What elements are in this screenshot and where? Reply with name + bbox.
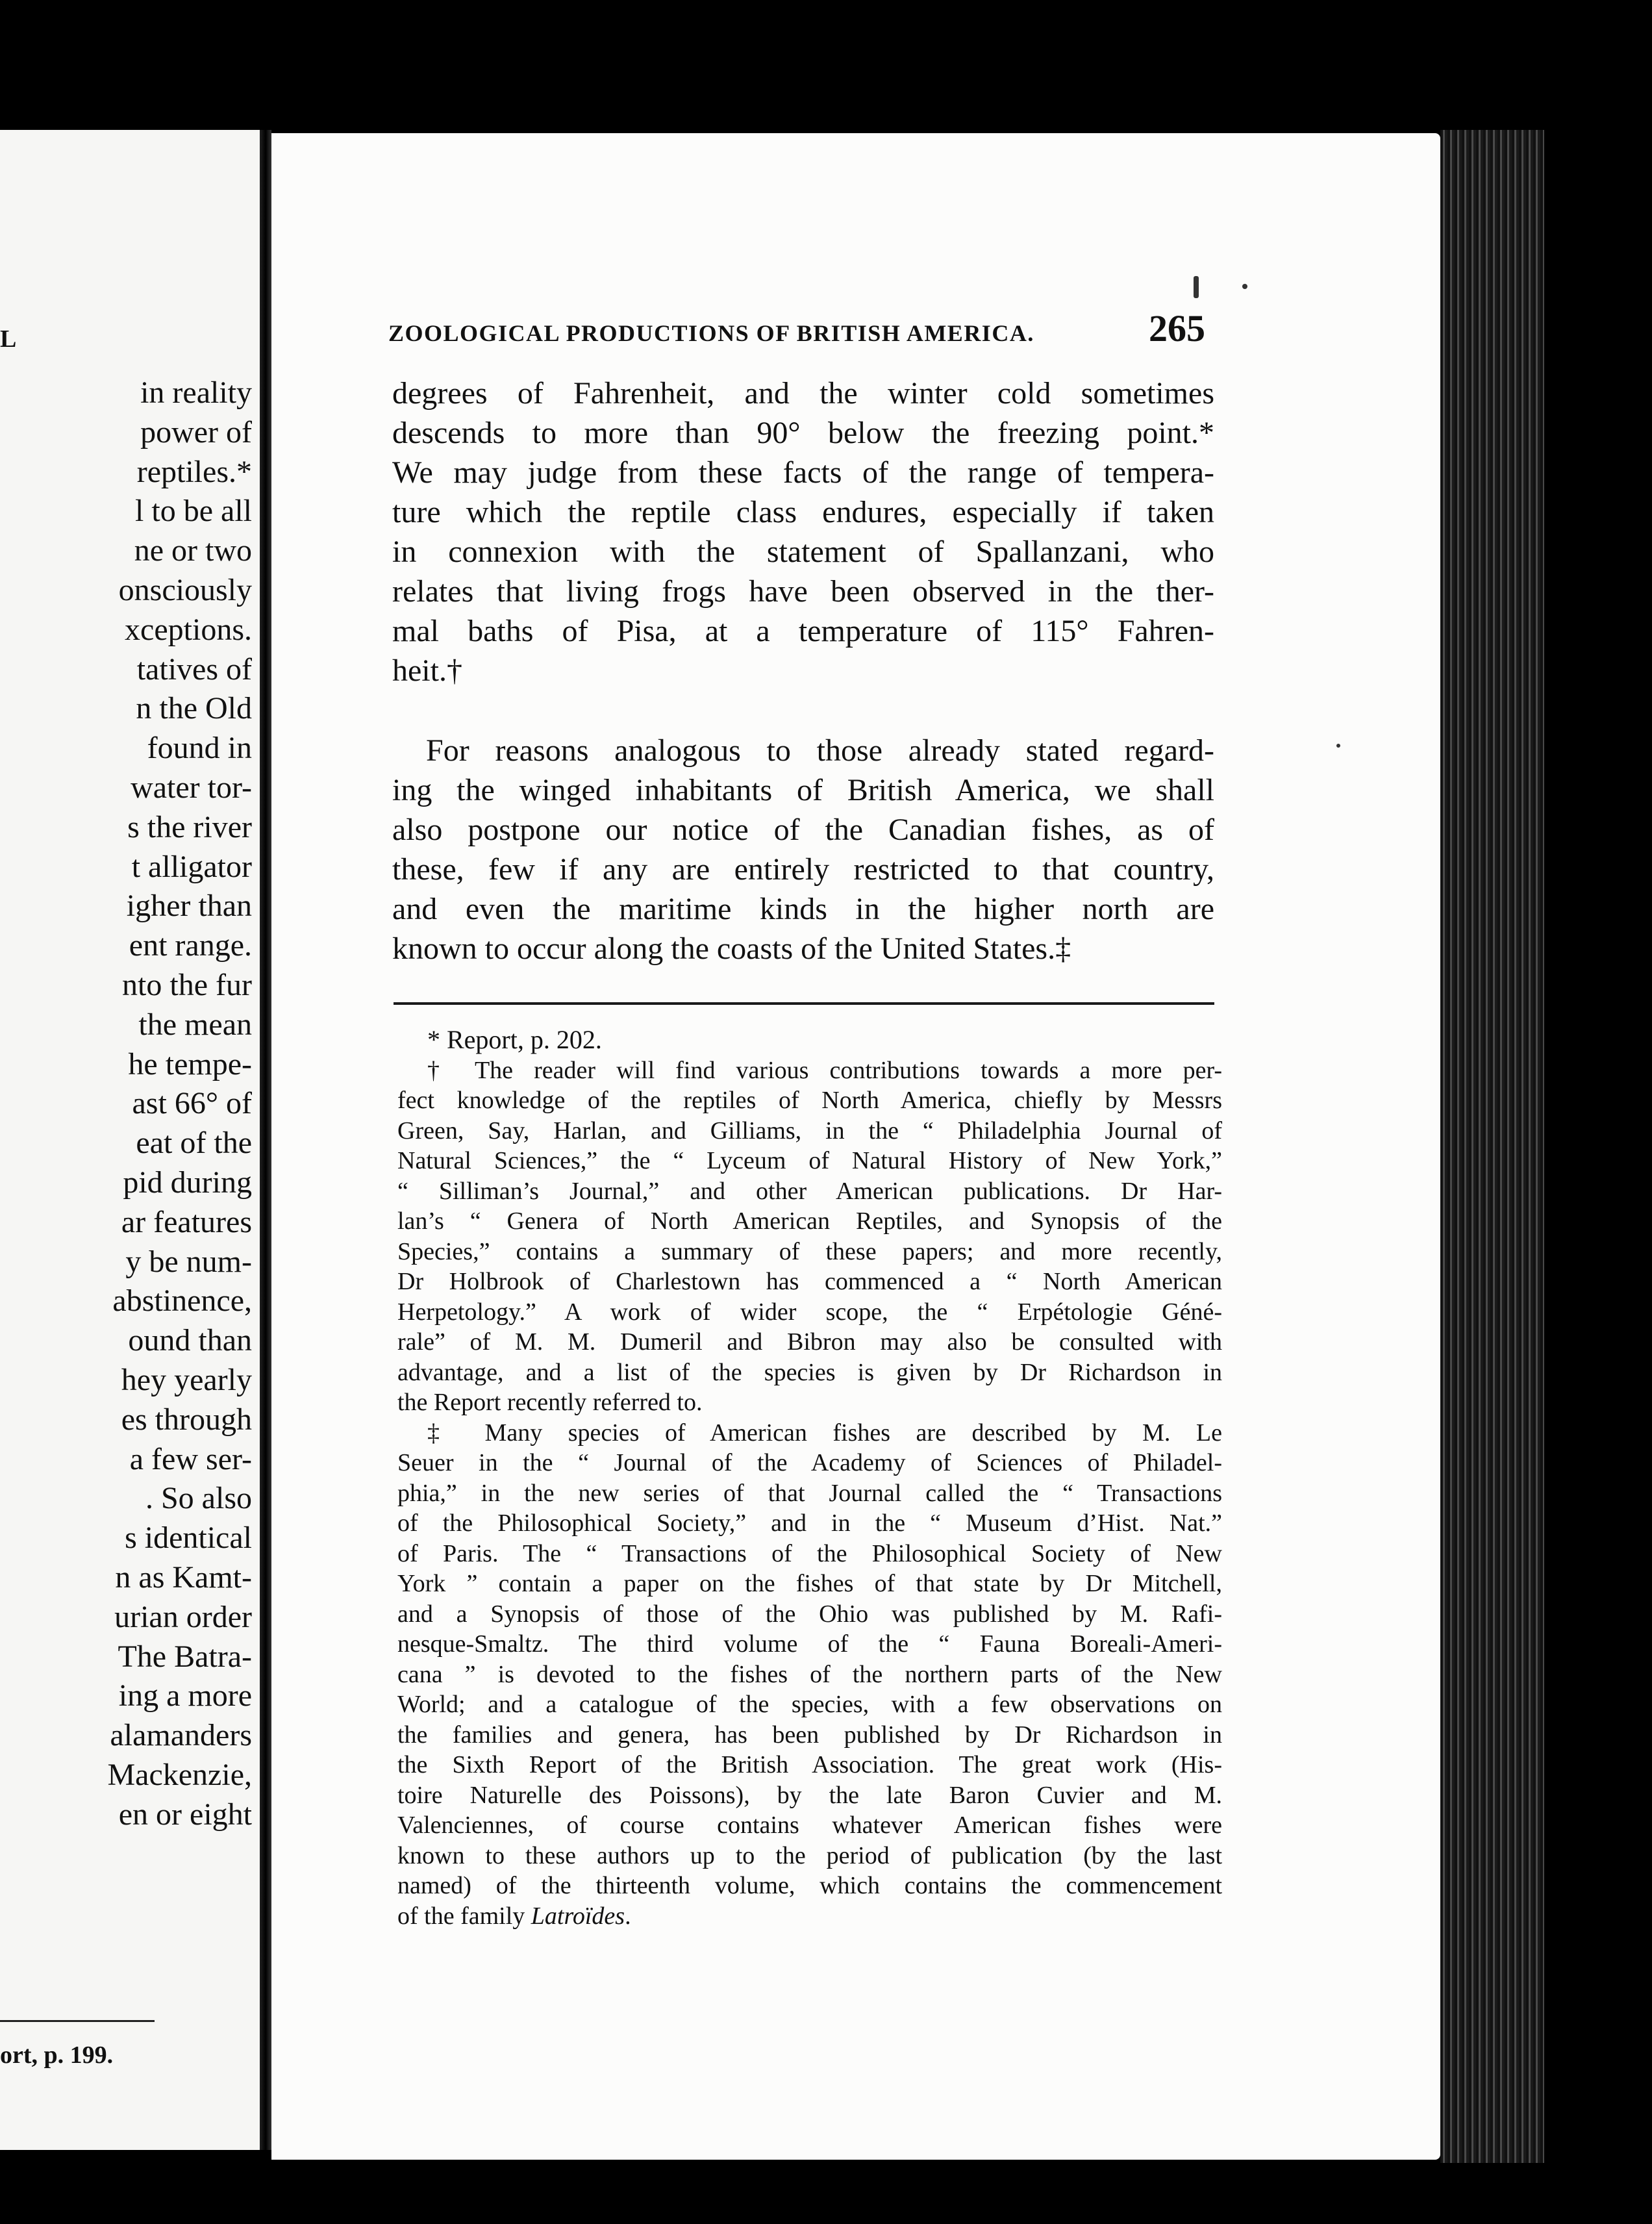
footnote-line: Species,” contains a summary of these papers; and more recently, xyxy=(397,1237,1222,1265)
paragraph-1 xyxy=(392,373,1214,690)
footnote-line: of the Philosophical Society,” and in the “ Museum d’Hist. Nat.” xyxy=(397,1510,1222,1537)
left-page-line: ing a more xyxy=(118,1678,252,1713)
left-page-line: ent range. xyxy=(129,928,252,963)
footnote-line: fect knowledge of the reptiles of North America, chiefly by Messrs xyxy=(397,1087,1222,1114)
left-page-line: y be num- xyxy=(125,1244,252,1279)
footnote-line: Dr Holbrook of Charlestown has commenced a “ North American xyxy=(397,1268,1222,1295)
left-footnote: ort, p. 199. xyxy=(0,2041,114,2069)
left-footnote-rule xyxy=(0,2020,155,2022)
footnote-line: nesque-Smaltz. The third volume of the “ Fauna Boreali-Ameri- xyxy=(397,1630,1222,1658)
text-line: known to occur along the coasts of the United States.‡ xyxy=(392,931,1071,966)
left-page-line: found in xyxy=(147,731,252,766)
footnote-dagger xyxy=(397,1055,1222,1418)
footnote-line: and a Synopsis of those of the Ohio was published by M. Rafi- xyxy=(397,1600,1222,1628)
left-page-line: pid during xyxy=(123,1165,252,1200)
footnote-line: Seuer in the “ Journal of the Academy of Sciences of Philadel- xyxy=(397,1449,1222,1476)
footnote-double-dagger xyxy=(397,1418,1222,1901)
left-page-line: en or eight xyxy=(118,1797,252,1832)
footnote-final-line xyxy=(397,1901,1222,1932)
left-page-line: abstinence, xyxy=(112,1283,252,1319)
running-head xyxy=(388,307,1205,350)
left-page-line: hey yearly xyxy=(121,1363,252,1397)
left-page-line: es through xyxy=(121,1402,252,1437)
footnote-line: named) of the thirteenth volume, which contains the commencement xyxy=(397,1872,1222,1899)
left-page-line: ast 66° of xyxy=(132,1086,252,1121)
left-page-line: l to be all xyxy=(135,494,252,529)
footnote-line: cana ” is devoted to the fishes of the northern parts of the New xyxy=(397,1660,1222,1688)
left-page-line: a few ser- xyxy=(129,1441,252,1476)
footnote-line: phia,” in the new series of that Journal called the “ Transactions xyxy=(397,1479,1222,1507)
left-page-line: the mean xyxy=(138,1007,252,1042)
ink-speck xyxy=(1242,284,1247,289)
text-line: descends to more than 90° below the freezing point.* xyxy=(392,416,1214,450)
footnote-line: York ” contain a paper on the fishes of that state by Dr Mitchell, xyxy=(397,1570,1222,1597)
left-page-line: nto the fur xyxy=(122,968,252,1002)
footnote-line: rale” of M. M. Dumeril and Bibron may also be consulted with xyxy=(397,1328,1222,1356)
left-page-line: ar features xyxy=(121,1204,252,1239)
left-page-line: s identical xyxy=(125,1521,252,1556)
footnotes xyxy=(397,1025,1222,1931)
footnote-final-suffix: . xyxy=(625,1902,631,1930)
footnote-line: known to these authors up to the period of publication (by the last xyxy=(397,1841,1222,1869)
footnote-line: Natural Sciences,” the “ Lyceum of Natural History of New York,” xyxy=(397,1147,1222,1174)
footnote-final-prefix: of the family xyxy=(397,1902,531,1930)
text-line: ture which the reptile class endures, especially if taken xyxy=(392,495,1214,529)
running-title: ZOOLOGICAL PRODUCTIONS OF BRITISH AMERICA. xyxy=(388,320,1034,346)
left-page-line: ound than xyxy=(128,1323,252,1358)
left-page-line: onsciously xyxy=(118,573,252,607)
text-line: and even the maritime kinds in the higher north are xyxy=(392,892,1214,926)
footnote-line: the families and genera, has been published by Dr Richardson in xyxy=(397,1721,1222,1749)
footnote-rule xyxy=(394,1002,1214,1005)
footnote-line: the Report recently referred to. xyxy=(397,1389,703,1416)
text-line: For reasons analogous to those already stated regard- xyxy=(426,733,1214,768)
footnote-star: * Report, p. 202. xyxy=(427,1025,602,1054)
left-page-line: n as Kamt- xyxy=(115,1560,252,1595)
text-line: relates that living frogs have been observed in the ther- xyxy=(392,574,1214,609)
ink-speck xyxy=(1336,744,1340,748)
paragraph-2 xyxy=(392,731,1214,968)
left-page-line: s the river xyxy=(127,809,252,844)
footnote-line: toire Naturelle des Poissons), by the late Baron Cuvier and M. xyxy=(397,1781,1222,1809)
book-gutter xyxy=(260,130,271,2150)
left-page-line: he tempe- xyxy=(128,1046,252,1081)
page-number: 265 xyxy=(1149,307,1205,349)
text-line: degrees of Fahrenheit, and the winter cold sometimes xyxy=(392,376,1214,411)
left-page-line: in reality xyxy=(140,375,252,410)
left-page-line: reptiles.* xyxy=(136,454,252,489)
text-line: these, few if any are entirely restricted to that country, xyxy=(392,852,1214,887)
left-page-line: Mackenzie, xyxy=(107,1758,252,1792)
left-page-line: n the Old xyxy=(136,691,252,726)
left-page-line: ne or two xyxy=(134,533,252,568)
text-line: heit.† xyxy=(392,653,462,688)
left-page-line: The Batra- xyxy=(118,1639,252,1674)
left-page-line: power of xyxy=(140,414,252,449)
text-line: mal baths of Pisa, at a temperature of 115° Fahren- xyxy=(392,614,1214,648)
footnote-line: Valenciennes, of course contains whatever American fishes were xyxy=(397,1812,1222,1839)
left-page-line: igher than xyxy=(126,889,252,924)
text-line: in connexion with the statement of Spallanzani, who xyxy=(392,535,1214,569)
footnote-line: Green, Say, Harlan, and Gilliams, in the “ Philadelphia Journal of xyxy=(397,1117,1222,1144)
left-page-line: tatives of xyxy=(136,651,252,687)
text-line: We may judge from these facts of the range of tempera- xyxy=(392,455,1214,490)
left-page-line: eat of the xyxy=(136,1126,252,1161)
left-page-line: water tor- xyxy=(131,770,252,805)
left-page xyxy=(0,130,260,2150)
footnote-line: ‡ Many species of American fishes are described by M. Le xyxy=(427,1419,1222,1447)
ink-speck xyxy=(1194,276,1199,298)
book-page-edges xyxy=(1440,130,1544,2163)
left-page-line: . So also xyxy=(145,1481,252,1516)
footnote-line: “ Silliman’s Journal,” and other American publications. Dr Har- xyxy=(397,1177,1222,1205)
left-page-line: t alligator xyxy=(131,849,252,884)
footnote-line: lan’s “ Genera of North American Reptiles, and Synopsis of the xyxy=(397,1207,1222,1235)
left-page-line: xceptions. xyxy=(125,612,252,647)
footnote-line: World; and a catalogue of the species, with a few observations on xyxy=(397,1691,1222,1718)
footnote-line: of Paris. The “ Transactions of the Philosophical Society of New xyxy=(397,1539,1222,1567)
left-page-line: alamanders xyxy=(110,1718,252,1753)
footnote-final-italic: Latroïdes xyxy=(531,1902,625,1930)
text-line: ing the winged inhabitants of British America, we shall xyxy=(392,773,1214,807)
left-page-marker: L xyxy=(0,325,17,353)
footnote-line: the Sixth Report of the British Association. The great work (His- xyxy=(397,1751,1222,1778)
footnote-line: † The reader will find various contributions towards a more per- xyxy=(427,1056,1222,1084)
text-line: also postpone our notice of the Canadian fishes, as of xyxy=(392,813,1214,847)
footnote-line: Herpetology.” A work of wider scope, the “ Erpétologie Géné- xyxy=(397,1298,1222,1326)
footnote-line: advantage, and a list of the species is given by Dr Richardson in xyxy=(397,1358,1222,1386)
left-page-line: urian order xyxy=(114,1599,252,1634)
